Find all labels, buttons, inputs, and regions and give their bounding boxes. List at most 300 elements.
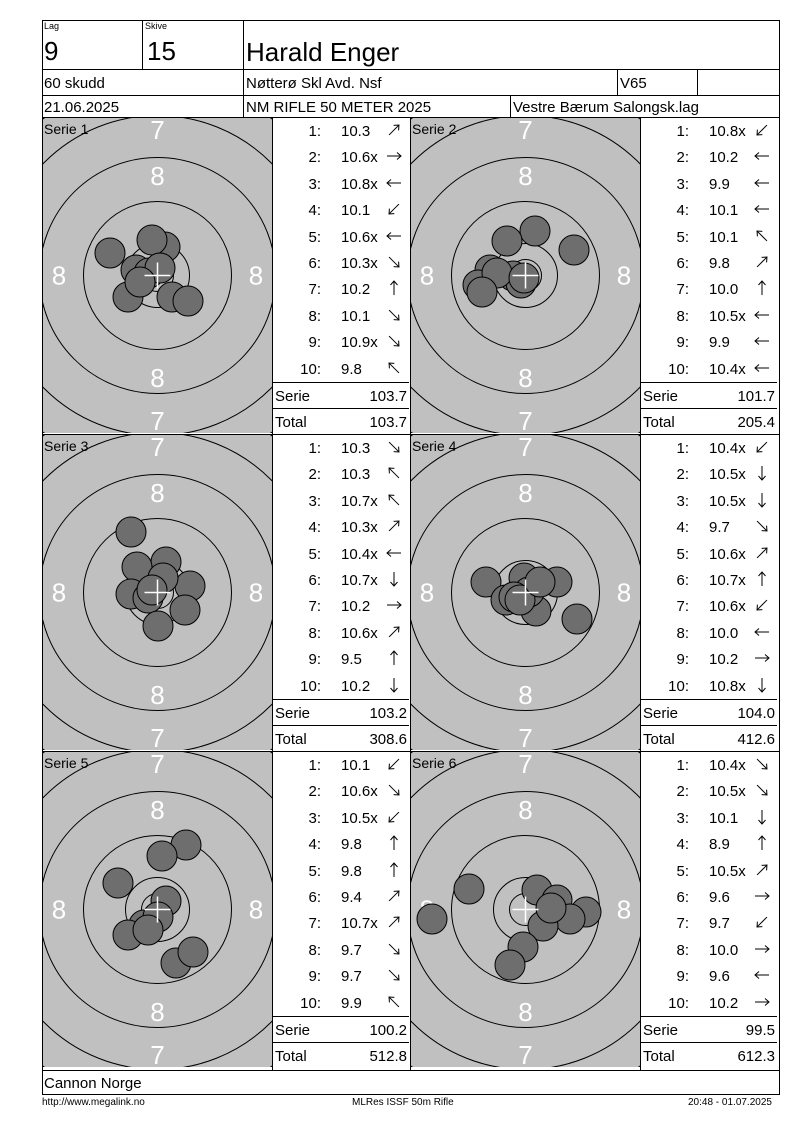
- shot-number: 2:: [676, 149, 689, 167]
- shot-hole: [173, 286, 203, 316]
- shot-score: 10.2: [709, 994, 739, 1012]
- shot-number: 10:: [668, 360, 689, 378]
- shot-number: 8:: [676, 307, 689, 325]
- shot-score: 10.4x: [341, 545, 378, 563]
- shot-row: [273, 356, 409, 382]
- shot-row: [641, 224, 777, 250]
- series-title: Serie 3: [44, 438, 89, 454]
- shot-score: 9.7: [709, 915, 730, 933]
- arrow-icon: [753, 464, 771, 482]
- arrow-icon: [753, 279, 771, 297]
- arrow-icon: [385, 570, 403, 588]
- arrow-icon: [753, 200, 771, 218]
- shot-hole: [509, 263, 539, 293]
- shot-number: 5:: [676, 545, 689, 563]
- shot-row: [641, 144, 777, 170]
- ring-number: 7: [150, 1040, 165, 1067]
- shot-score: 10.7x: [341, 492, 378, 510]
- shot-number: 2:: [308, 783, 321, 801]
- arrow-icon: [385, 438, 403, 456]
- shot-score: 10.6x: [341, 783, 378, 801]
- arrow-icon: [753, 306, 771, 324]
- shot-score: 10.1: [341, 307, 371, 325]
- shot-row: [641, 593, 777, 619]
- shot-score: 10.5x: [709, 466, 746, 484]
- arrow-icon: [385, 676, 403, 694]
- shot-row: [641, 884, 777, 910]
- total-value: 103.7: [369, 414, 407, 431]
- arrow-icon: [385, 966, 403, 984]
- shot-score: 10.4x: [709, 757, 746, 774]
- shot-row: [641, 514, 777, 540]
- ring-number: 7: [150, 723, 165, 750]
- shots-table: [273, 118, 409, 433]
- shot-score: 10.7x: [341, 572, 378, 589]
- ring-number: 7: [518, 406, 533, 433]
- ring-number: 7: [150, 406, 165, 433]
- shot-row: [641, 435, 777, 461]
- organization-name: Cannon Norge: [44, 1075, 142, 1092]
- series-panel: [43, 435, 409, 750]
- serie-value: 99.5: [745, 1022, 775, 1039]
- arrow-icon: [753, 913, 771, 931]
- shot-hole: [454, 874, 484, 904]
- shot-score: 10.1: [341, 757, 371, 774]
- shot-number: 10:: [300, 360, 321, 378]
- arrow-icon: [385, 913, 403, 931]
- arrow-icon: [385, 464, 403, 482]
- footer-software: MLRes ISSF 50m Rifle: [352, 1097, 454, 1108]
- event-name: NM RIFLE 50 METER 2025: [246, 99, 432, 116]
- target-svg: [43, 435, 272, 750]
- arrow-icon: [753, 966, 771, 984]
- shot-number: 10:: [668, 677, 689, 695]
- shot-row: [273, 144, 409, 170]
- shot-row: [641, 250, 777, 276]
- arrow-icon: [385, 147, 403, 165]
- shot-number: 1:: [308, 757, 321, 774]
- total-label: Total: [643, 731, 675, 748]
- shot-hole: [178, 937, 208, 967]
- series-subtotal-row: [641, 699, 777, 725]
- shot-score: 10.3: [341, 123, 371, 140]
- shot-score: 10.3: [341, 440, 371, 457]
- arrow-icon: [385, 517, 403, 535]
- arrow-icon: [385, 834, 403, 852]
- shot-row: [641, 118, 777, 144]
- shot-number: 10:: [300, 677, 321, 695]
- series-subtotal-row: [641, 382, 777, 408]
- shot-row: [641, 752, 777, 778]
- running-total-row: [641, 725, 777, 751]
- ring-number: 7: [518, 1040, 533, 1067]
- shots-table: [641, 435, 777, 750]
- shot-row: [641, 805, 777, 831]
- shot-score: 10.5x: [709, 307, 746, 325]
- shot-score: 10.8x: [709, 677, 746, 695]
- shot-row: [273, 171, 409, 197]
- shot-score: 9.8: [341, 836, 362, 854]
- series-panel: [43, 752, 409, 1067]
- arrow-icon: [385, 227, 403, 245]
- shot-number: 7:: [308, 281, 321, 299]
- shot-number: 1:: [308, 440, 321, 457]
- shot-row: [641, 620, 777, 646]
- shot-score: 9.7: [341, 941, 362, 959]
- shot-hole: [492, 226, 522, 256]
- total-value: 412.6: [737, 731, 775, 748]
- series-subtotal-row: [641, 1016, 777, 1042]
- shot-score: 10.1: [709, 202, 739, 220]
- shot-row: [273, 937, 409, 963]
- series-title: Serie 6: [412, 755, 457, 771]
- ring-number: 8: [419, 577, 435, 608]
- shot-number: 4:: [676, 519, 689, 537]
- serie-value: 104.0: [737, 705, 775, 722]
- shot-number: 1:: [676, 123, 689, 140]
- serie-label: Serie: [643, 1022, 679, 1039]
- shot-number: 5:: [308, 545, 321, 563]
- ring-number: 8: [150, 680, 165, 710]
- grid-line: [42, 118, 43, 1070]
- arrow-icon: [753, 755, 771, 773]
- shot-number: 9:: [676, 651, 689, 669]
- grid-line: [272, 118, 273, 1070]
- shot-row: [273, 884, 409, 910]
- series-subtotal-row: [273, 699, 409, 725]
- shot-row: [273, 620, 409, 646]
- target-svg: [43, 118, 272, 433]
- shot-score: 10.2: [341, 677, 371, 695]
- ring-number: 8: [616, 894, 632, 925]
- shot-score: 10.6x: [709, 545, 746, 563]
- shot-number: 3:: [676, 492, 689, 510]
- shot-score: 9.4: [341, 889, 362, 906]
- shot-number: 7:: [676, 598, 689, 616]
- target-svg: [411, 435, 640, 750]
- shot-number: 7:: [308, 598, 321, 616]
- shot-number: 5:: [676, 862, 689, 880]
- shot-number: 10:: [668, 994, 689, 1012]
- venue-name: Vestre Bærum Salongsk.lag: [513, 99, 699, 116]
- shot-score: 9.9: [709, 175, 730, 193]
- shot-number: 6:: [676, 889, 689, 906]
- shot-number: 7:: [676, 915, 689, 933]
- shot-score: 9.5: [341, 651, 362, 669]
- arrow-icon: [753, 887, 771, 905]
- shot-row: [641, 276, 777, 302]
- shot-row: [641, 197, 777, 223]
- shot-score: 10.4x: [709, 360, 746, 378]
- target-face: [43, 752, 272, 1067]
- shot-score: 10.0: [709, 941, 739, 959]
- shot-row: [273, 514, 409, 540]
- ring-number: 8: [51, 894, 67, 925]
- shot-row: [273, 593, 409, 619]
- series-panel: [411, 118, 777, 433]
- shot-score: 10.5x: [709, 862, 746, 880]
- grid-line: [779, 118, 780, 1070]
- ring-number: 8: [518, 478, 533, 508]
- arrow-icon: [385, 279, 403, 297]
- grid-line: [410, 118, 411, 1070]
- shot-score: 10.2: [709, 651, 739, 669]
- total-label: Total: [275, 731, 307, 748]
- ring-number: 8: [518, 680, 533, 710]
- header-divider-2: [42, 95, 780, 96]
- arrow-icon: [385, 887, 403, 905]
- shot-score: 10.1: [341, 202, 371, 220]
- shots-count: 60 skudd: [44, 75, 105, 92]
- shot-number: 7:: [308, 915, 321, 933]
- arrow-icon: [753, 649, 771, 667]
- series-subtotal-row: [273, 382, 409, 408]
- ring-number: 7: [518, 752, 533, 779]
- shot-row: [273, 197, 409, 223]
- shot-hole: [133, 915, 163, 945]
- shot-score: 10.3: [341, 466, 371, 484]
- shot-row: [273, 488, 409, 514]
- shot-hole: [559, 235, 589, 265]
- shot-number: 7:: [676, 281, 689, 299]
- shot-number: 2:: [308, 466, 321, 484]
- ring-number: 8: [248, 260, 264, 291]
- header-col-divider-d: [697, 69, 698, 96]
- shot-number: 4:: [676, 202, 689, 220]
- arrow-icon: [753, 227, 771, 245]
- series-panel: [43, 118, 409, 433]
- serie-value: 101.7: [737, 388, 775, 405]
- shot-row: [641, 858, 777, 884]
- shot-row: [273, 673, 409, 699]
- ring-number: 8: [518, 795, 533, 825]
- shot-hole: [562, 604, 592, 634]
- series-title: Serie 5: [44, 755, 89, 771]
- shot-row: [273, 831, 409, 857]
- arrow-icon: [385, 359, 403, 377]
- shot-number: 4:: [676, 836, 689, 854]
- shot-score: 10.5x: [709, 783, 746, 801]
- ring-number: 8: [51, 577, 67, 608]
- series-title: Serie 1: [44, 121, 89, 137]
- arrow-icon: [753, 834, 771, 852]
- shot-hole: [137, 575, 167, 605]
- arrow-icon: [753, 570, 771, 588]
- shot-row: [641, 171, 777, 197]
- running-total-row: [273, 725, 409, 751]
- total-label: Total: [275, 1048, 307, 1065]
- shot-row: [273, 461, 409, 487]
- ring-number: 8: [419, 260, 435, 291]
- arrow-icon: [385, 200, 403, 218]
- arrow-icon: [753, 253, 771, 271]
- shot-row: [641, 910, 777, 936]
- ring-number: 8: [518, 161, 533, 191]
- shot-score: 10.5x: [341, 809, 378, 827]
- serie-value: 100.2: [369, 1022, 407, 1039]
- target-face: [411, 118, 640, 433]
- arrow-icon: [385, 940, 403, 958]
- shot-number: 1:: [308, 123, 321, 140]
- total-value: 308.6: [369, 731, 407, 748]
- shot-hole: [467, 277, 497, 307]
- series-panel: [411, 435, 777, 750]
- shot-number: 6:: [676, 572, 689, 589]
- shooter-class: V65: [620, 75, 647, 92]
- header-col-divider-c: [617, 69, 618, 96]
- shot-hole: [495, 950, 525, 980]
- shot-hole: [95, 238, 125, 268]
- arrow-icon: [385, 781, 403, 799]
- shot-score: 10.6x: [709, 598, 746, 616]
- ring-number: 8: [518, 363, 533, 393]
- ring-number: 8: [518, 997, 533, 1027]
- shot-number: 3:: [308, 492, 321, 510]
- total-value: 612.3: [737, 1048, 775, 1065]
- ring-number: 8: [150, 795, 165, 825]
- shot-score: 10.2: [341, 598, 371, 616]
- arrow-icon: [753, 332, 771, 350]
- arrow-icon: [753, 940, 771, 958]
- arrow-icon: [385, 808, 403, 826]
- shot-score: 10.6x: [341, 149, 378, 167]
- shot-score: 9.9: [341, 994, 362, 1012]
- arrow-icon: [753, 993, 771, 1011]
- shot-score: 9.7: [341, 968, 362, 986]
- ring-number: 7: [150, 752, 165, 779]
- shot-row: [273, 329, 409, 355]
- arrow-icon: [753, 623, 771, 641]
- arrow-icon: [753, 359, 771, 377]
- shots-table: [273, 752, 409, 1067]
- shot-hole: [143, 611, 173, 641]
- shot-score: 10.0: [709, 624, 739, 642]
- header-col-divider-a: [142, 20, 143, 70]
- shot-row: [641, 303, 777, 329]
- shot-number: 9:: [308, 968, 321, 986]
- shot-row: [641, 541, 777, 567]
- shot-number: 2:: [676, 466, 689, 484]
- shot-row: [641, 778, 777, 804]
- footer-url: http://www.megalink.no: [42, 1097, 145, 1108]
- target-face: [43, 435, 272, 750]
- target-svg: [43, 752, 272, 1067]
- shot-row: [641, 329, 777, 355]
- arrow-icon: [385, 253, 403, 271]
- shots-table: [641, 118, 777, 433]
- shot-row: [273, 752, 409, 778]
- shot-row: [273, 541, 409, 567]
- arrow-icon: [385, 174, 403, 192]
- shot-hole: [170, 595, 200, 625]
- arrow-icon: [385, 993, 403, 1011]
- shot-score: 8.9: [709, 836, 730, 854]
- shot-score: 10.7x: [341, 915, 378, 933]
- shot-row: [273, 646, 409, 672]
- header-col-divider-e: [510, 95, 511, 118]
- shot-score: 10.4x: [709, 440, 746, 457]
- arrow-icon: [385, 332, 403, 350]
- arrow-icon: [753, 174, 771, 192]
- ring-number: 8: [51, 260, 67, 291]
- target-face: [411, 752, 640, 1067]
- running-total-row: [273, 1042, 409, 1068]
- shot-number: 10:: [300, 994, 321, 1012]
- shot-score: 10.6x: [341, 624, 378, 642]
- shot-number: 9:: [308, 651, 321, 669]
- shot-number: 8:: [308, 624, 321, 642]
- shot-hole: [116, 517, 146, 547]
- footer-timestamp: 20:48 - 01.07.2025: [688, 1097, 772, 1108]
- shot-row: [273, 276, 409, 302]
- arrow-icon: [385, 306, 403, 324]
- arrow-icon: [753, 544, 771, 562]
- arrow-icon: [385, 544, 403, 562]
- running-total-row: [273, 408, 409, 434]
- club-name: Nøtterø Skl Avd. Nsf: [246, 75, 382, 92]
- ring-number: 8: [616, 577, 632, 608]
- grid-line: [640, 118, 641, 1070]
- shot-row: [273, 805, 409, 831]
- shot-score: 10.9x: [341, 334, 378, 352]
- grid-line: [42, 751, 780, 752]
- shot-score: 10.8x: [709, 123, 746, 140]
- shot-number: 8:: [676, 624, 689, 642]
- target-face: [43, 118, 272, 433]
- shot-row: [641, 488, 777, 514]
- arrow-icon: [385, 491, 403, 509]
- lag-label: Lag: [44, 21, 60, 31]
- shot-number: 2:: [676, 783, 689, 801]
- arrow-icon: [385, 121, 403, 139]
- ring-number: 8: [150, 363, 165, 393]
- shot-number: 4:: [308, 202, 321, 220]
- shot-number: 3:: [308, 175, 321, 193]
- shot-row: [273, 778, 409, 804]
- shot-row: [273, 910, 409, 936]
- shot-score: 10.1: [709, 228, 739, 246]
- shot-row: [641, 990, 777, 1016]
- shot-hole: [125, 267, 155, 297]
- shot-score: 10.5x: [709, 492, 746, 510]
- series-panel: [411, 752, 777, 1067]
- shots-table: [273, 435, 409, 750]
- shot-score: 10.3x: [341, 519, 378, 537]
- target-svg: [411, 752, 640, 1067]
- shot-row: [641, 567, 777, 593]
- shot-score: 9.6: [709, 968, 730, 986]
- shot-row: [273, 435, 409, 461]
- shot-score: 10.6x: [341, 228, 378, 246]
- target-face: [411, 435, 640, 750]
- target-svg: [411, 118, 640, 433]
- shot-number: 9:: [676, 334, 689, 352]
- shot-number: 6:: [676, 255, 689, 272]
- series-title: Serie 2: [412, 121, 457, 137]
- shot-row: [273, 567, 409, 593]
- shot-number: 4:: [308, 519, 321, 537]
- serie-label: Serie: [643, 388, 679, 405]
- skive-value: 15: [147, 36, 176, 66]
- lag-value: 9: [44, 36, 59, 66]
- shot-row: [273, 224, 409, 250]
- ring-number: 8: [150, 478, 165, 508]
- ring-number: 8: [616, 260, 632, 291]
- shot-number: 3:: [676, 809, 689, 827]
- grid-line: [42, 434, 780, 435]
- arrow-icon: [753, 861, 771, 879]
- shot-number: 8:: [676, 941, 689, 959]
